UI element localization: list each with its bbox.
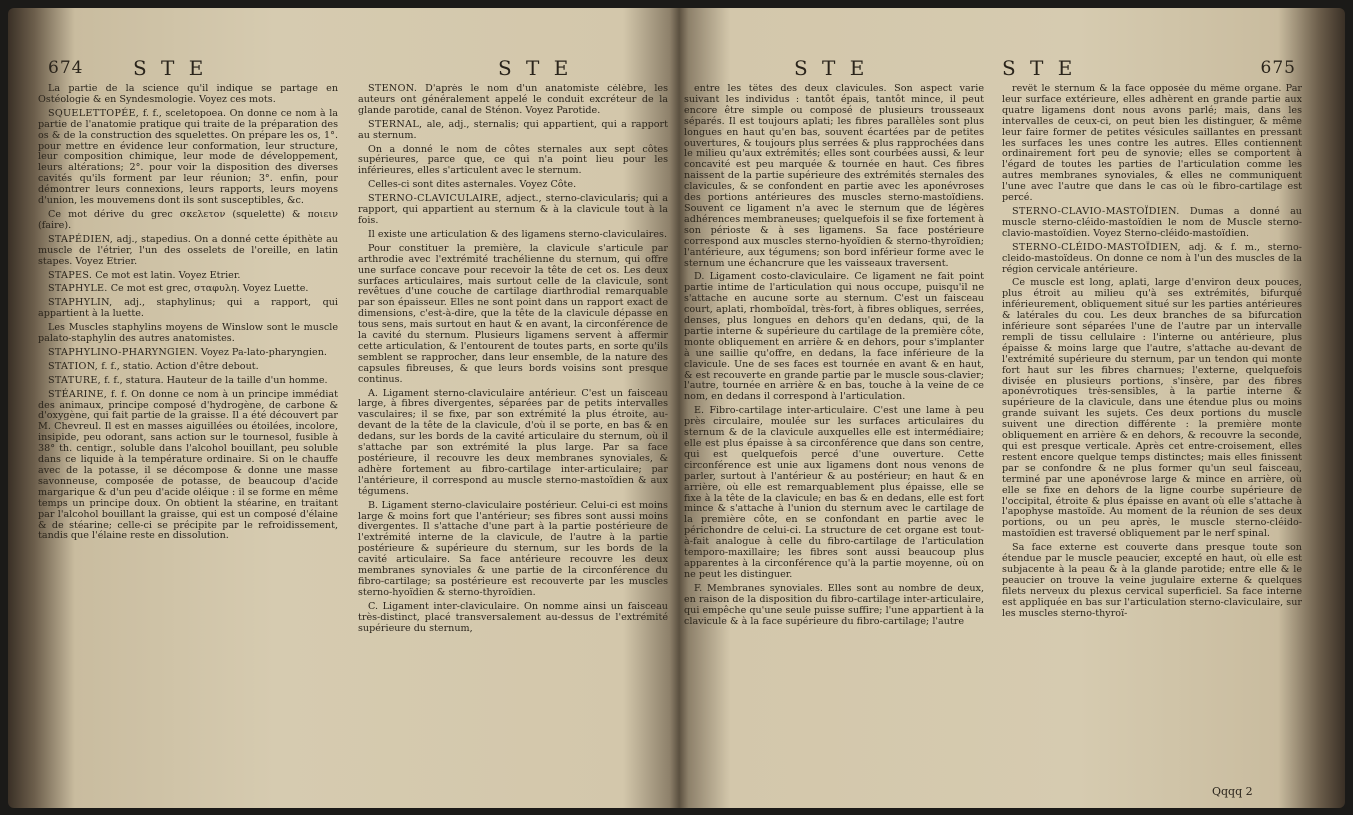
paragraph: [358, 180, 668, 191]
paragraph: [38, 84, 338, 106]
running-head: S T E: [133, 56, 208, 80]
right-page-header: [684, 56, 1314, 86]
dictionary-entry: [358, 194, 668, 227]
entry-text: entre les têtes des deux clavicules. Son aspect varie suivant les individus : tantôt épais, tantôt mince, il peut encore être simple ou composé de plusieurs trousseaux séparés. Il est toujours aplati; les fibres parallèles sont plus longues en haut qu'en bas, souvent écartées par de petites ouvertures, & toujours plus serrées & plus rapprochées dans le milieu qu'aux extrémités; elles sont courbées aussi, & leur concavité est peu marquée & tournée en haut. Ces fibres naissent de la partie supérieure des extrémités sternales des clavicules, & se confondent en partie avec les aponévroses des portions antérieures des muscles sterno-mastoïdiens. Souvent ce ligament n'a avec le sternum que de légères adhérences membraneuses; quelquefois il se fixe fortement à son périoste & à ses ligamens. Sa face postérieure correspond aux muscles sterno-hyoïdien & sterno-thyroïdien; l'antérieure, aux tégumens; son bord inférieur forme avec le sternum une échancrure que les vaisseaux traversent.: [684, 84, 984, 269]
dictionary-entry: [38, 298, 338, 320]
entry-headword: STAPHYLINO-PHARYNGIEN.: [48, 346, 198, 358]
dictionary-entry: [38, 362, 338, 373]
dictionary-entry: [38, 348, 338, 359]
paragraph: [38, 323, 338, 345]
entry-text: D'après le nom d'un anatomiste célèbre, les auteurs ont généralement appelé le conduit excréteur de la glande parotide, canal de Sténon. Voyez Parotide.: [358, 84, 668, 116]
entry-text: Dumas a donné au muscle sterno-cléido-mastoïdien le nom de Muscle sterno-clavio-mastoïdien. Voyez Sterno-cléido-mastoïdien.: [1002, 205, 1302, 239]
entry-text: D. Ligament costo-claviculaire. Ce ligament ne fait point partie intime de l'articulation qui nous occupe, puisqu'il ne s'attache en aucune sorte au sternum. C'est un faisceau court, aplati, rhomboïdal, très-fort, à fibres obliques, serrées, denses, plus longues en dehors qu'en dedans, qui, de la partie interne & supérieure du cartilage de la première côte, monte obliquement en arrière & en dehors, pour s'implanter à une saillie qu'offre, en dedans, la face inférieure de la clavicule. Une de ses faces est tournée en avant & en haut, & est recouverte en grande partie par le muscle sous-clavier; l'autre, tournée en arrière & en bas, touche à la veine de ce nom, en dedans il correspond à l'articulation.: [684, 271, 984, 403]
entry-text: adject., sterno-clavicularis; qui a rapport, qui appartient au sternum & à la clavicule tout à la fois.: [358, 193, 668, 226]
entry-text: Celles-ci sont dites asternales. Voyez Côte.: [368, 179, 577, 191]
entry-text: B. Ligament sterno-claviculaire postérieur. Celui-ci est moins large & moins fort que l'antérieur; ses fibres sont aussi moins divergentes. Il s'attache d'une part à la partie postérieure de l'extrémité interne de la clavicule, de l'autre à la partie postérieure & supérieure du sternum, sur les bords de la cavité articulaire. Sa face antérieure recouvre les deux membranes synoviales & une partie de la circonférence du fibro-cartilage; sa postérieure est recouverte par les muscles sterno-hyoïdien & sterno-thyroïdien.: [358, 499, 668, 598]
entry-text: Ce mot est latin. Voyez Etrier.: [95, 269, 241, 281]
entry-text: revêt le sternum & la face opposée du même organe. Par leur surface extérieure, elles adhèrent en grande partie aux quatre ligamens dont nous avons parlé; mais, dans les intervalles de ceux-ci, on peut bien les distinguer, & même leur faire former de petites vésicules saillantes en pressant les surfaces les unes contre les autres. Elles contiennent ordinairement fort peu de synovie; elles se comportent à l'égard de toutes les parties de l'articulation comme les autres membranes synoviales, & elles ne communiquent l'une avec l'autre que dans le cas où le fibro-cartilage est percé.: [1002, 84, 1302, 204]
dictionary-entry: [358, 84, 668, 117]
entry-text: ale, adj., sternalis; qui appartient, qui a rapport au sternum.: [358, 118, 668, 141]
entry-text: Les Muscles staphylins moyens de Winslow sont le muscle palato-staphylin des autres anatomistes.: [38, 322, 338, 345]
entry-headword: STERNO-CLÉIDO-MASTOÏDIEN,: [1012, 241, 1181, 253]
entry-headword: STERNO-CLAVICULAIRE,: [368, 193, 502, 205]
dictionary-entry: [38, 376, 338, 387]
entry-text: F. Membranes synoviales. Elles sont au nombre de deux, en raison de la disposition du fibro-cartilage inter-articulaire, qui empêche qu'une seule puisse suffire; l'une appartient à la clavicule & à la face supérieure du fibro-cartilage; l'autre: [684, 582, 984, 627]
paragraph: [684, 272, 984, 403]
page-number: 674: [48, 58, 84, 78]
page-number: 675: [1260, 58, 1296, 78]
text-column: [38, 84, 338, 790]
entry-text: Ce mot est grec, σταφυλη. Voyez Luette.: [110, 283, 309, 295]
dictionary-entry: [358, 120, 668, 142]
paragraph: [38, 210, 338, 232]
left-page: [38, 16, 674, 800]
paragraph: [358, 501, 668, 599]
entry-text: f. f., statura. Hauteur de la taille d'un homme.: [104, 374, 328, 386]
running-head: S T E: [1002, 56, 1077, 80]
entry-text: E. Fibro-cartilage inter-articulaire. C'est une lame à peu près circulaire, moulée sur les surfaces articulaires du sternum & de la clavicule auxquelles elle est intermédiaire; elle est plus épaisse à sa circonférence que dans son centre, qui est quelquefois percé d'une ouverture. Cette circonférence est unie aux ligamens dont nous venons de parler, surtout à l'antérieur & au postérieur; en haut & en arrière, où elle est remarquablement plus épaisse, elle se fixe à la tête de la clavicule; en bas & en dedans, elle est fort mince & s'attache à l'union du sternum avec le cartilage de la première côte, en se confondant en partie avec le périchondre de celui-ci. La structure de cet organe est tout-à-fait analogue à celle du fibro-cartilage de l'articulation temporo-maxillaire; les fibres sont aussi beaucoup plus apparentes à la circonférence qu'à la partie moyenne, où on ne peut les distinguer.: [684, 405, 984, 580]
paragraph: [1002, 543, 1302, 619]
dictionary-entry: [38, 390, 338, 543]
paragraph: [358, 602, 668, 635]
entry-text: C. Ligament inter-claviculaire. On nomme ainsi un faisceau très-distinct, placé transversalement au-dessus de l'extrémité supérieure du sternum,: [358, 600, 668, 634]
entry-text: On a donné le nom de côtes sternales aux sept côtes supérieures, parce que, ce qui n'a point lieu pour les inférieures, elles s'articulent avec le sternum.: [358, 143, 668, 177]
running-head: S T E: [794, 56, 869, 80]
dictionary-entry: [1002, 207, 1302, 240]
entry-headword: STATION,: [48, 360, 99, 372]
entry-text: adj. & f. m., sterno-cleido-mastoïdeus. On donne ce nom à l'un des muscles de la région cervicale antérieure.: [1002, 241, 1302, 275]
text-column: [1002, 84, 1302, 776]
open-book: [8, 8, 1345, 808]
running-head: S T E: [498, 56, 573, 80]
entry-text: Voyez Pa-lato-pharyngien.: [200, 346, 327, 358]
entry-headword: STAPES.: [48, 269, 93, 281]
entry-text: f. f., statio. Action d'être debout.: [101, 360, 259, 372]
paragraph: [358, 230, 668, 241]
dictionary-entry: [38, 271, 338, 282]
paragraph: [358, 244, 668, 386]
entry-text: Ce mot dérive du grec σκελετον (squelette) & ποιειν (faire).: [38, 208, 338, 231]
entry-text: Il existe une articulation & des ligamens sterno-claviculaires.: [368, 228, 667, 240]
paragraph: [358, 389, 668, 498]
entry-text: Sa face externe est couverte dans presque toute son étendue par le muscle peaucier, excepté en haut, où elle est subjacente à la peau & à la glande parotide; entre elle & le peaucier on trouve la veine jugulaire externe & quelques filets nerveux du plexus cervical superficiel. Sa face interne est appliquée en bas sur l'articulation sterno-claviculaire, sur les muscles sterno-thyroï-: [1002, 542, 1302, 619]
dictionary-entry: [38, 109, 338, 207]
entry-text: adj., stapedius. On a donné cette épithète au muscle de l'étrier, l'un des osselets de l'oreille, en latin stapes. Voyez Etrier.: [38, 233, 338, 267]
left-page-header: [38, 56, 674, 86]
paragraph: [1002, 278, 1302, 540]
paragraph: [1002, 84, 1302, 204]
entry-headword: STAPHYLIN,: [48, 297, 113, 309]
paragraph: [684, 406, 984, 581]
text-column: [684, 84, 984, 790]
entry-headword: STATURE,: [48, 374, 102, 386]
dictionary-entry: [1002, 243, 1302, 276]
entry-text: La partie de la science qu'il indique se partage en Ostéologie & en Syndesmologie. Voyez ces mots.: [38, 84, 338, 105]
entry-headword: STÉARINE,: [48, 388, 108, 400]
text-column: [358, 84, 668, 790]
right-page: [684, 16, 1314, 800]
entry-text: adj., staphylinus; qui a rapport, qui appartient à la luette.: [38, 297, 338, 320]
signature-mark: Qqqq 2: [1212, 785, 1253, 798]
dictionary-entry: [38, 284, 338, 295]
paragraph: [684, 584, 984, 628]
entry-text: Pour constituer la première, la clavicule s'articule par arthrodie avec l'extrémité trachélienne du sternum, qui offre une surface concave pour recevoir la tête de cet os. Les deux surfaces articulaires, mais surtout celle de la clavicule, sont revêtues d'une couche de cartilage diarthrodial remarquable par son épaisseur. Elles ne sont point dans un rapport exact de dimensions, c'est-à-dire, que la tête de la clavicule dépasse en tous sens, mais surtout en haut & en avant, la circonférence de la cavité du sternum. Plusieurs ligamens servent à affermir cette articulation, & l'entourent de toutes parts, en sorte qu'ils semblent se rapprocher, dans leur ensemble, de la nature des capsules fibreuses, & que leurs bords voisins sont presque continus.: [358, 242, 668, 385]
entry-headword: STAPHYLE.: [48, 283, 108, 295]
entry-text: Ce muscle est long, aplati, large d'environ deux pouces, plus étroit au milieu qu'à ses extrémités, bifurqué inférieurement, obliquement situé sur les parties antérieures & latérales du cou. Les deux branches de sa bifurcation inférieure sont séparées l'une de l'autre par un intervalle rempli de tissu cellulaire : l'interne ou antérieure, plus épaisse & moins large que l'autre, s'attache au-devant de l'extrémité supérieure du sternum, par un tendon qui monte fort haut sur les fibres charnues; l'externe, quelquefois divisée en plusieurs portions, s'insère, par des fibres aponévrotiques très-sensibles, à la partie interne & supérieure de la clavicule, dans une étendue plus ou moins grande suivant les sujets. Ces deux portions du muscle suivent une direction différente : la première monte obliquement en arrière & en dehors, & recouvre la seconde, qui est presque verticale. Après cet entre-croisement, elles restent encore quelque temps distinctes; mais elles finissent par se confondre & ne plus former qu'un seul faisceau, terminé par une aponévrose large & mince en arrière, où elle se fixe en dehors de la ligne courbe supérieure de l'occipital, étroite & plus épaisse en avant où elle s'attache à l'apophyse mastoïde. Au moment de la réunion de ses deux portions, ou un peu après, le muscle sterno-cléido-mastoïdien est traversé obliquement par le nerf spinal.: [1002, 277, 1302, 540]
entry-text: f. f., sceletopoea. On donne ce nom à la partie de l'anatomie pratique qui traite de la préparation des os & de la construction des squelettes. On prépare les os, 1°. pour mettre en évidence leur conformation, leur structure, leur composition chimique, leur mode de développement, leurs altérations; 2°. pour voir la disposition des diverses cavités qu'ils forment par leur réunion; 3°. enfin, pour démontrer leurs connexions, leurs rapports, leurs moyens d'union, les mouvemens dont ils sont susceptibles, &c.: [38, 107, 338, 207]
entry-text: f. f. On donne ce nom à un principe immédiat des animaux, principe composé d'hydrogène, de carbone & d'oxygène, qui fait partie de la graisse. Il a été découvert par M. Chevreul. Il est en masses aiguillées ou étoilées, incolore, insipide, peu odorant, sans action sur le tournesol, fusible à 38° th. centigr., soluble dans l'alcohol bouillant, peu soluble dans ce liquide à la température ordinaire. Si on le chauffe avec de la potasse, il se décompose & donne une masse savonneuse, composée de potasse, de beaucoup d'acide margarique & d'un peu d'acide oléique : il se forme en même temps un principe doux. On obtient la stéarine, en traitant par l'alcohol bouillant la graisse, qui est un composé d'élaine & de stéarine; celle-ci se précipite par le refroidissement, tandis que l'élaine reste en dissolution.: [38, 388, 338, 542]
entry-headword: STERNO-CLAVIO-MASTOÏDIEN.: [1012, 205, 1180, 217]
entry-headword: SQUELETTOPÉE,: [48, 107, 140, 119]
entry-headword: STAPÉDIEN,: [48, 233, 114, 245]
entry-headword: STERNAL,: [368, 118, 423, 130]
paragraph: [358, 145, 668, 178]
paragraph: [684, 84, 984, 269]
entry-text: A. Ligament sterno-claviculaire antérieur. C'est un faisceau large, à fibres divergentes, séparées par de petits intervalles vasculaires; il se fixe, par son extrémité la plus étroite, au-devant de la tête de la clavicule, d'où il se porte, en bas & en dedans, sur les bords de la cavité articulaire du sternum, où il s'attache par son extrémité la plus large. Par sa face postérieure, il recouvre les deux membranes synoviales, & adhère fortement au fibro-cartilage inter-articulaire; par l'antérieure, il correspond au muscle sterno-mastoïdien & aux tégumens.: [358, 387, 668, 497]
entry-headword: STÉNON.: [368, 84, 418, 94]
dictionary-entry: [38, 235, 338, 268]
